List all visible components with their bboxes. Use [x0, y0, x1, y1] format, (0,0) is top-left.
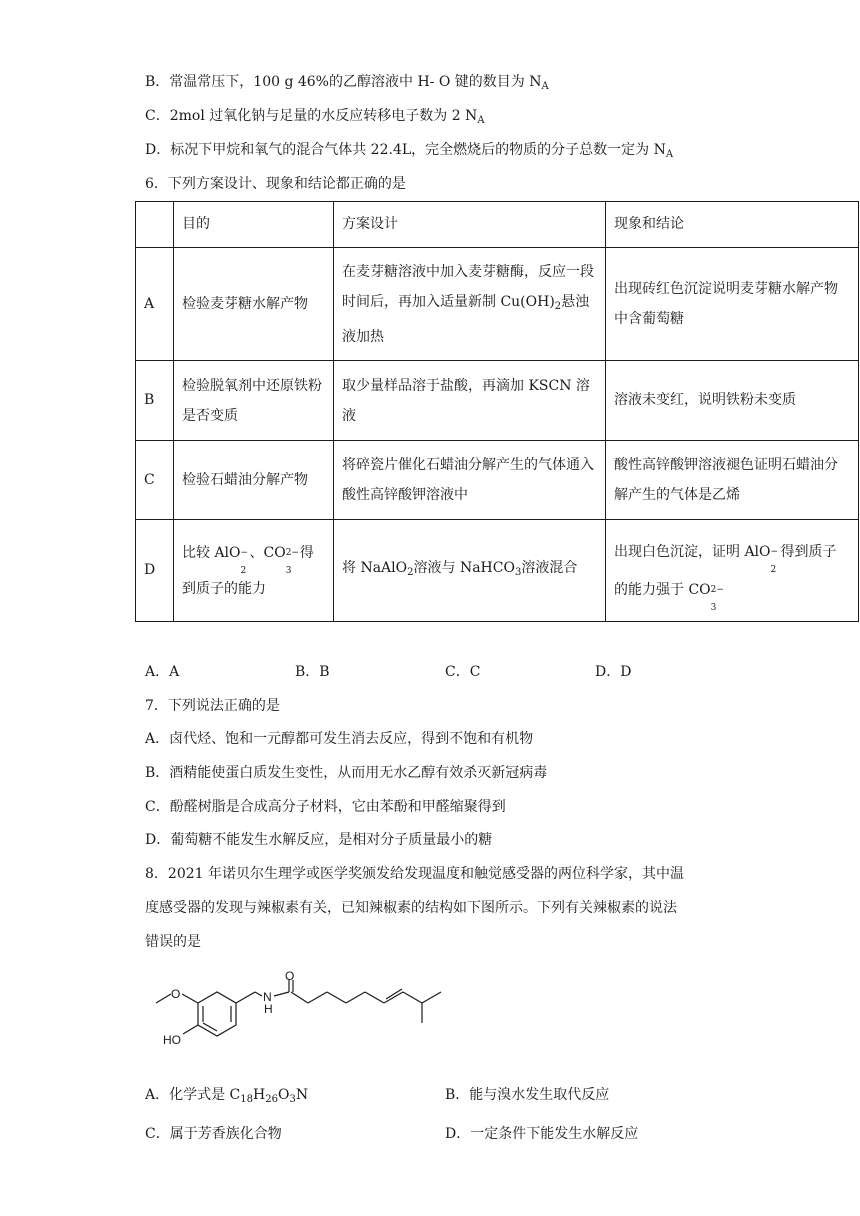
row-result: 出现白色沉淀，证明 AlO − 2 得到质子的能力强于 CO 2− 3 — [606, 520, 859, 622]
header-design: 方案设计 — [334, 202, 606, 248]
row-result: 出现砖红色沉淀说明麦芽糖水解产物中含葡萄糖 — [606, 248, 859, 361]
row-purpose: 比较 AlO − 2 、CO 2− 3 得到质子的能力 — [174, 520, 334, 622]
q6-option-c: C．C — [445, 664, 481, 680]
row-purpose: 检验脱氧剂中还原铁粉是否变质 — [174, 361, 334, 441]
q7-option-d: D．葡萄糖不能发生水解反应，是相对分子质量最小的糖 — [145, 832, 493, 848]
row-label: A — [136, 248, 174, 361]
q6-option-d: D．D — [595, 664, 632, 680]
q7-stem: 7．下列说法正确的是 — [145, 698, 280, 714]
capsaicin-structure — [145, 970, 455, 1050]
q6-option-b: B．B — [295, 664, 330, 680]
q8-option-b: B．能与溴水发生取代反应 — [445, 1087, 610, 1103]
table-row-d — [136, 520, 859, 622]
header-blank — [136, 202, 174, 248]
hydroxyl-label: HO — [163, 1033, 181, 1047]
table-row-b — [136, 361, 859, 441]
q6-stem: 6．下列方案设计、现象和结论都正确的是 — [145, 176, 406, 192]
table-row-a — [136, 248, 859, 361]
q7-option-a: A．卤代烃、饱和一元醇都可发生消去反应，得到不饱和有机物 — [145, 731, 534, 747]
q5-option-d: D．标况下甲烷和氧气的混合气体共 22.4L，完全燃烧后的物质的分子总数一定为 $N_A$ — [145, 142, 674, 160]
header-purpose: 目的 — [174, 202, 334, 248]
q6-table — [135, 201, 859, 622]
q7-option-b: B．酒精能使蛋白质发生变性，从而用无水乙醇有效杀灭新冠病毒 — [145, 765, 548, 781]
row-result: 溶液未变红，说明铁粉未变质 — [606, 361, 859, 441]
carbonyl-oxygen-label: O — [285, 970, 295, 983]
oxygen-label: O — [171, 987, 181, 1001]
row-purpose: 检验麦芽糖水解产物 — [174, 248, 334, 361]
q8-option-a: A．化学式是 $C_{18}H_{26}O_3N$ — [145, 1087, 309, 1105]
q5-option-b: B．常温常压下，100 g 46%的乙醇溶液中 H- O 键的数目为 $N_A$ — [145, 74, 549, 92]
table-header-row — [136, 202, 859, 248]
row-purpose: 检验石蜡油分解产物 — [174, 441, 334, 520]
hydrogen-label: H — [264, 1002, 273, 1016]
row-result: 酸性高锌酸钾溶液褪色证明石蜡油分解产生的气体是乙烯 — [606, 441, 859, 520]
row-design: 在麦芽糖溶液中加入麦芽糖酶，反应一段时间后，再加入适量新制 $Cu(OH)_2$悬浊液加热 — [334, 248, 606, 361]
q8-stem-line-3: 错误的是 — [145, 934, 201, 950]
q8-option-d: D．一定条件下能发生水解反应 — [445, 1126, 639, 1142]
q5-option-c: C．2mol 过氧化钠与足量的水反应转移电子数为 2 $N_A$ — [145, 108, 485, 126]
row-design: 取少量样品溶于盐酸，再滴加 KSCN 溶液 — [334, 361, 606, 441]
row-label: D — [136, 520, 174, 622]
row-label: B — [136, 361, 174, 441]
q7-option-c: C．酚醛树脂是合成高分子材料，它由苯酚和甲醛缩聚得到 — [145, 799, 506, 815]
table-row-c — [136, 441, 859, 520]
row-design: 将碎瓷片催化石蜡油分解产生的气体通入酸性高锌酸钾溶液中 — [334, 441, 606, 520]
q6-option-a: A．A — [145, 664, 180, 680]
row-design: 将 NaAlO$_2$溶液与 NaHCO$_3$溶液混合 — [334, 520, 606, 622]
header-result: 现象和结论 — [606, 202, 859, 248]
q8-option-c: C．属于芳香族化合物 — [145, 1126, 282, 1142]
q8-stem-line-2: 度感受器的发现与辣椒素有关，已知辣椒素的结构如下图所示。下列有关辣椒素的说法 — [145, 900, 677, 916]
q8-stem-line-1: 8．2021 年诺贝尔生理学或医学奖颁发给发现温度和触觉感受器的两位科学家，其中温 — [145, 866, 684, 882]
row-label: C — [136, 441, 174, 520]
nitrogen-label: N — [263, 990, 272, 1004]
